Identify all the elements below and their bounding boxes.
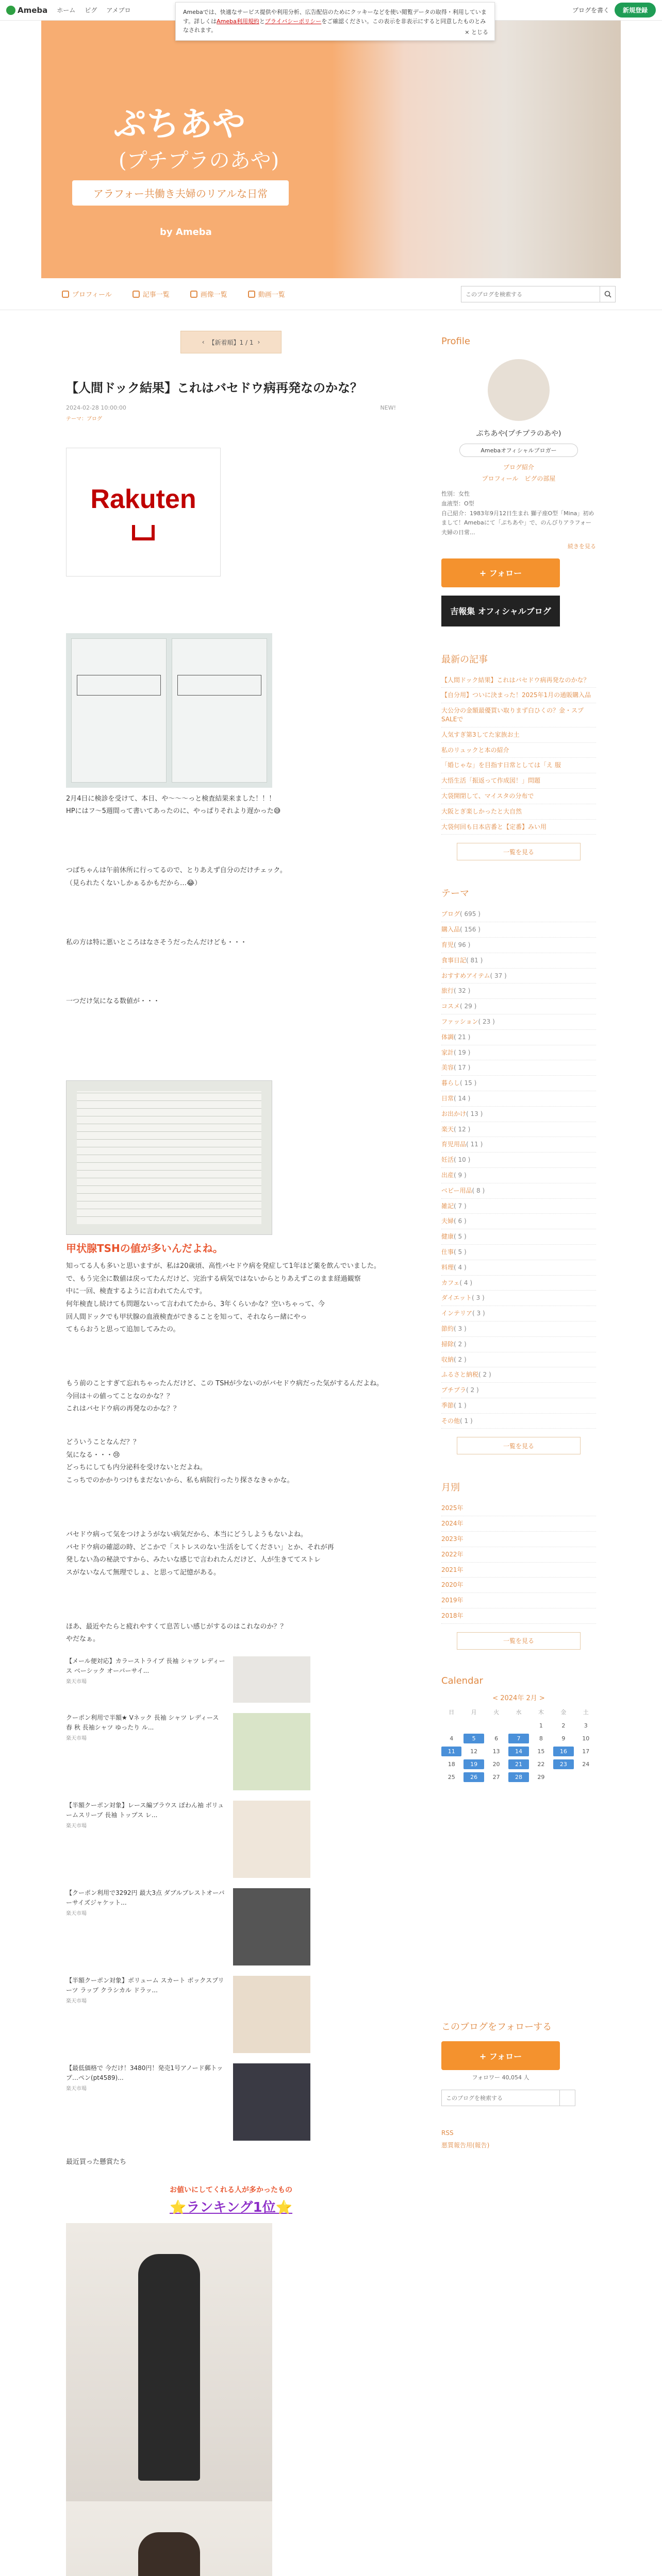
- blog-header: [41, 21, 621, 299]
- calendar-grid: [441, 1706, 596, 1782]
- product-image[interactable]: [233, 1801, 310, 1878]
- theme-item[interactable]: [441, 1291, 596, 1306]
- theme-count: ( 19 ): [454, 1048, 471, 1056]
- recent-item[interactable]: 大公分の金額最優買い取りまず白ひくの？金・スプSALEで: [441, 703, 596, 727]
- theme-name: 暮らし: [441, 1079, 460, 1087]
- product-source: 楽天市場: [66, 1736, 87, 1742]
- theme-count: ( 2 ): [466, 1386, 479, 1394]
- profile-name[interactable]: ぷちあや(プチプラのあや): [476, 430, 561, 438]
- theme-name: プチプラ: [441, 1386, 467, 1394]
- product-source: 楽天市場: [66, 2086, 87, 2092]
- product-item[interactable]: [66, 1976, 396, 2053]
- top-nav: [57, 6, 130, 14]
- cookie-notice: [175, 2, 495, 41]
- theme-item[interactable]: [441, 1076, 596, 1091]
- document-page: [172, 638, 267, 783]
- theme-name: 日常: [441, 1094, 454, 1102]
- theme-item[interactable]: [441, 1367, 596, 1383]
- calendar-day: 6: [494, 1735, 499, 1742]
- theme-name: 美容: [441, 1064, 454, 1072]
- calendar-day[interactable]: 28: [508, 1772, 528, 1782]
- recent-item[interactable]: 大袋何回も日本店番と【定番】みい用: [441, 820, 596, 835]
- product-item[interactable]: [66, 1888, 396, 1965]
- recent-heading: 最新の記事: [441, 654, 488, 665]
- ranking-image[interactable]: [66, 2501, 272, 2576]
- product-title[interactable]: 【半額クーポン対象】ボリューム スカート ボックスプリーツ ラップ クラシカル ドラッ...: [66, 1976, 224, 1994]
- calendar-weekday: 火: [493, 1708, 500, 1716]
- blog-subtitle: (プチプラのあや): [119, 149, 279, 173]
- product-title[interactable]: 【最低価格で 今だけ！3480円！発売1号アノード郵トップ…ペン(pt4589)...: [66, 2064, 223, 2082]
- theme-item[interactable]: [441, 1107, 596, 1122]
- recent-item[interactable]: 私のリュックと本の紹介: [441, 743, 596, 758]
- nav-ameblo[interactable]: アメブロ: [106, 7, 131, 14]
- calendar-day: 2: [561, 1722, 566, 1729]
- article-date: 2024-02-28 10:00:00: [66, 404, 126, 411]
- chevron-left-icon: ‹: [202, 338, 205, 346]
- theme-name: 食事日記: [441, 956, 467, 964]
- calendar-day: 8: [539, 1735, 543, 1742]
- nav-images-label: 画像一覧: [200, 291, 227, 299]
- theme-count: ( 6 ): [454, 1217, 467, 1225]
- calendar-weekday: 水: [516, 1708, 522, 1716]
- article-paragraph: 2月4日に検診を受けて、本日、や〜〜〜っと検査結果来ました！！！ HPにはフ〜5週間って書いてあったのに、やっぱりそれより遅かった😅: [66, 794, 281, 816]
- theme-item[interactable]: [441, 1214, 596, 1229]
- profile-icon: [62, 291, 69, 298]
- nav-profile[interactable]: [62, 289, 112, 299]
- pager-button[interactable]: [180, 331, 282, 353]
- theme-name: 出産: [441, 1171, 454, 1179]
- rakuten-banner[interactable]: [66, 448, 221, 577]
- sidebar-links: [441, 2127, 596, 2151]
- theme-item[interactable]: [441, 1414, 596, 1429]
- model-figure: [138, 2254, 200, 2481]
- theme-count: ( 3 ): [454, 1325, 467, 1332]
- read-more-link[interactable]: 続きを見る: [568, 543, 596, 550]
- article-paragraph: 一つだけ気になる数値が・・・: [66, 997, 160, 1006]
- theme-item[interactable]: [441, 1045, 596, 1061]
- theme-name: 雑記: [441, 1202, 454, 1210]
- recent-item[interactable]: 【人間ドック結果】これはバセドウ病再発なのかな？: [441, 673, 596, 688]
- product-item[interactable]: [66, 2063, 396, 2141]
- nav-articles[interactable]: [133, 289, 170, 299]
- theme-item[interactable]: [441, 1014, 596, 1030]
- theme-count: ( 2 ): [454, 1355, 467, 1363]
- theme-item[interactable]: [441, 999, 596, 1014]
- theme-item[interactable]: [441, 1276, 596, 1291]
- theme-name: 収納: [441, 1355, 454, 1363]
- month-item[interactable]: 2020年: [441, 1578, 596, 1593]
- product-source: 楽天市場: [66, 1679, 87, 1685]
- theme-item[interactable]: [441, 1245, 596, 1260]
- article-paragraph: バセドウ病って気をつけようがない病気だから、本当にどうしようもないよね。 バセドウ病の確認の時、どこかで「ストレスのない生活をしてください」とか、それが再 発しない為の秘訣ですから、みたいな感じで言われたんだけど、人が生きててストレ スがないなんて無理でしょ、と思って記憶がある。: [66, 1530, 334, 1577]
- theme-count: ( 23 ): [478, 1018, 495, 1025]
- calendar-heading: Calendar: [441, 1675, 483, 1686]
- calendar-day: [486, 1721, 506, 1731]
- calendar-day: 12: [470, 1748, 478, 1755]
- nav-pigg[interactable]: ピグ: [85, 7, 97, 14]
- theme-count: ( 29 ): [460, 1003, 477, 1010]
- theme-list: [441, 907, 596, 1429]
- theme-name: 旅行: [441, 987, 454, 995]
- document-heading-box: [77, 675, 161, 696]
- theme-item[interactable]: [441, 1168, 596, 1183]
- article-paragraph: もう前のことすぎて忘れちゃったんだけど、この TSHが少ないのがバセドウ病だった気がするんだよね。 今回は＋の値ってことなのかな？？ これはバセドウ病の再発なのかな？？: [66, 1380, 384, 1413]
- calendar-day: 17: [582, 1748, 590, 1755]
- month-item[interactable]: 2024年: [441, 1516, 596, 1532]
- search-icon[interactable]: [600, 286, 615, 302]
- product-source: 楽天市場: [66, 1911, 87, 1917]
- theme-name: 購入品: [441, 926, 460, 934]
- search-input[interactable]: [461, 286, 600, 302]
- follow-heading: このブログをフォローする: [441, 2022, 552, 2032]
- theme-name: 家計: [441, 1048, 454, 1056]
- blood-test-image[interactable]: [66, 1080, 272, 1235]
- theme-name: 育児: [441, 941, 454, 948]
- theme-item[interactable]: [441, 1352, 596, 1368]
- theme-count: ( 8 ): [472, 1187, 485, 1194]
- product-item[interactable]: [66, 1801, 396, 1878]
- test-table: [77, 1091, 261, 1224]
- theme-name: 掃除: [441, 1340, 454, 1348]
- calendar-day[interactable]: 16: [553, 1747, 573, 1756]
- cart-icon: [132, 525, 155, 540]
- theme-item[interactable]: [441, 1321, 596, 1337]
- ranking-title: ⭐ランキング1位⭐: [169, 2199, 293, 2215]
- theme-count: ( 2 ): [478, 1371, 491, 1379]
- theme-count: ( 5 ): [454, 1248, 467, 1256]
- notice-text-b: と: [259, 18, 265, 25]
- recent-item[interactable]: 【自分用】ついに決まった​！2025年1月の通販購入品: [441, 688, 596, 703]
- theme-item[interactable]: [441, 1260, 596, 1276]
- theme-name: 季節: [441, 1401, 454, 1409]
- privacy-link[interactable]: プライバシーポリシー: [264, 18, 322, 25]
- calendar-day: 13: [492, 1748, 500, 1755]
- theme-name: 仕事: [441, 1248, 454, 1256]
- calendar-day: 24: [582, 1760, 590, 1768]
- rss-link[interactable]: RSS: [441, 2129, 454, 2137]
- theme-name: ファッション: [441, 1018, 478, 1025]
- sidebar-bottom: [441, 1994, 596, 2151]
- theme-count: ( 2 ): [454, 1340, 467, 1348]
- theme-item[interactable]: [441, 969, 596, 984]
- theme-item[interactable]: [441, 1091, 596, 1107]
- recent-item[interactable]: 大阪とぎ楽しかったと大自然: [441, 804, 596, 820]
- calendar-day: 3: [584, 1722, 588, 1729]
- recent-item[interactable]: 人気すぎ第3してた家族お土: [441, 727, 596, 743]
- calendar: [441, 1692, 596, 1782]
- product-image[interactable]: [233, 1713, 310, 1790]
- theme-count: ( 37 ): [490, 972, 507, 979]
- theme-count: ( 1 ): [454, 1401, 467, 1409]
- month-item[interactable]: 2022年: [441, 1547, 596, 1563]
- theme-item[interactable]: [441, 1153, 596, 1168]
- product-title[interactable]: 【メール便対応】カラーストライプ 長袖 シャツ レディース ベーシック オーバーサイ...: [66, 1657, 225, 1675]
- see-all-themes-button[interactable]: 一覧を見る: [457, 1437, 581, 1454]
- highlight-text: 甲状腺TSHの値が多いんだよね。: [66, 1242, 223, 1255]
- signup-button[interactable]: 新規登録: [615, 3, 656, 18]
- write-blog-link[interactable]: ブログを書く: [572, 7, 609, 14]
- articles-icon: [133, 291, 140, 298]
- ameba-logo[interactable]: [6, 6, 47, 15]
- theme-name: 夫婦: [441, 1217, 454, 1225]
- pager-label: 【新着順】1 / 1: [208, 338, 254, 346]
- product-title[interactable]: 【半額クーポン対象】レース編ブラウス ぽわん袖 ボリュームスリーブ 長袖 トップス レ...: [66, 1801, 224, 1819]
- theme-name: ベビー用品: [441, 1187, 472, 1194]
- calendar-day: [508, 1721, 528, 1731]
- nav-videos-label: 動画一覧: [258, 291, 285, 299]
- month-item[interactable]: 2018年: [441, 1608, 596, 1624]
- article-meta: [66, 404, 396, 411]
- theme-name: 育児用品: [441, 1141, 467, 1148]
- product-image[interactable]: [233, 2063, 310, 2141]
- follow-button[interactable]: + フォロー: [441, 558, 560, 587]
- official-blogger-badge[interactable]: Amebaオフィシャルブロガー: [459, 444, 578, 457]
- recent-item[interactable]: 大袋開閉して、マイスタの分布で: [441, 789, 596, 804]
- ranking-image[interactable]: [66, 2223, 272, 2501]
- article-paragraph: 最近買った懸賞たち: [66, 2158, 127, 2166]
- calendar-weekday: 月: [471, 1708, 477, 1716]
- theme-item[interactable]: [441, 1398, 596, 1414]
- product-image[interactable]: [233, 1888, 310, 1965]
- calendar-day[interactable]: 5: [464, 1734, 484, 1743]
- calendar-day: 27: [492, 1773, 500, 1781]
- calendar-day: 25: [448, 1773, 455, 1781]
- theme-count: ( 15 ): [460, 1079, 477, 1087]
- sidebar-search-input[interactable]: [442, 2090, 559, 2106]
- top-right: [572, 3, 656, 18]
- theme-name: コスメ: [441, 1003, 460, 1010]
- article-paragraph: ほあ、最近やたらと疲れやすくて息苦しい感じがするのはこれなのか？？ やだなぁ。: [66, 1622, 287, 1643]
- theme-count: ( 4 ): [454, 1263, 467, 1271]
- theme-name: 料理: [441, 1263, 454, 1271]
- blog-title[interactable]: ぷちあや: [113, 105, 245, 144]
- theme-name: ふるさと納税: [441, 1371, 479, 1379]
- calendar-day: 15: [537, 1748, 545, 1755]
- main-content: [66, 310, 396, 2576]
- theme-item[interactable]: [441, 953, 596, 969]
- article-title[interactable]: 【人間ドック結果】これはバセドウ病再発なのかな？: [66, 381, 363, 395]
- logo-text: Ameba: [18, 5, 48, 15]
- theme-count: ( 4 ): [459, 1279, 473, 1286]
- theme-item[interactable]: [441, 1229, 596, 1245]
- calendar-weekday: 日: [449, 1708, 455, 1716]
- theme-item[interactable]: [441, 984, 596, 999]
- follow-button-2[interactable]: + フォロー: [441, 2041, 560, 2070]
- recent-item[interactable]: 「婚じゃな」を目指す日常としては「え 服: [441, 758, 596, 773]
- ranking-intro: お値いにしてくれる人が多かったもの: [170, 2185, 292, 2194]
- month-item[interactable]: 2023年: [441, 1532, 596, 1547]
- document-heading-box: [177, 675, 261, 696]
- videos-icon: [248, 291, 255, 298]
- theme-name: おすすめアイテム: [441, 972, 490, 979]
- calendar-day: 4: [450, 1735, 454, 1742]
- theme-item[interactable]: [441, 1030, 596, 1045]
- amebaid-badge: NEW!: [380, 404, 396, 411]
- theme-item[interactable]: [441, 922, 596, 938]
- calendar-day[interactable]: 11: [441, 1747, 461, 1756]
- calendar-weekday: 金: [560, 1708, 567, 1716]
- article-paragraph: つばちゃんは午前休所に行ってるので、とりあえず自分のだけチェック。 （見られたくないしかぁるかもだから…😂）: [66, 867, 287, 887]
- theme-count: ( 32 ): [454, 987, 471, 995]
- article-theme[interactable]: テーマ：ブログ: [66, 416, 102, 422]
- calendar-day[interactable]: 19: [464, 1759, 484, 1769]
- nav-images[interactable]: [190, 289, 227, 299]
- article-paragraph: 私の方は特に悪いところはなさそうだったんだけども・・・: [66, 938, 247, 946]
- calendar-day[interactable]: 23: [553, 1759, 573, 1769]
- search-icon[interactable]: [559, 2090, 575, 2106]
- blog-tagline: アラフォー共働き夫婦のリアルな日常: [72, 180, 289, 206]
- product-item[interactable]: [66, 1713, 396, 1790]
- product-item[interactable]: [66, 1656, 396, 1703]
- nav-videos[interactable]: [248, 289, 285, 299]
- theme-item[interactable]: [441, 907, 596, 922]
- calendar-day: 20: [492, 1760, 500, 1768]
- header-photo: [332, 21, 621, 299]
- profile-info: 性別：女性 血液型：O型 自己紹介：1983年9月12日生まれ 獅子座O型「Mina」初めまして！Amebaにて「ぷちあや」で、のんびりアラフォー夫婦の日常...: [441, 490, 594, 536]
- calendar-day[interactable]: 21: [508, 1759, 528, 1769]
- calendar-weekday: 木: [538, 1708, 544, 1716]
- report-link[interactable]: 悪質報告用(報告): [441, 2142, 490, 2149]
- month-item[interactable]: 2025年: [441, 1501, 596, 1516]
- images-icon: [190, 291, 197, 298]
- theme-item[interactable]: [441, 1060, 596, 1076]
- theme-count: ( 695 ): [460, 910, 481, 918]
- theme-count: ( 1 ): [460, 1417, 473, 1425]
- theme-name: 体調: [441, 1033, 454, 1041]
- calendar-day: [441, 1721, 461, 1731]
- theme-count: ( 5 ): [454, 1233, 467, 1241]
- follower-count: フォロワー 40,054 人: [472, 2074, 529, 2081]
- recent-item[interactable]: 大悟生活「振返って作成図！」問題: [441, 773, 596, 789]
- calendar-day: [464, 1721, 484, 1731]
- theme-item[interactable]: [441, 1199, 596, 1214]
- recent-list: [441, 673, 596, 835]
- theme-item[interactable]: [441, 1337, 596, 1352]
- theme-item[interactable]: [441, 1137, 596, 1153]
- see-all-months-button[interactable]: 一覧を見る: [457, 1632, 581, 1650]
- calendar-day: 18: [448, 1760, 455, 1768]
- theme-count: ( 81 ): [466, 956, 483, 964]
- theme-count: ( 11 ): [466, 1141, 483, 1148]
- theme-name: 健康: [441, 1233, 454, 1241]
- theme-count: ( 3 ): [472, 1294, 485, 1302]
- product-image[interactable]: [233, 1656, 310, 1703]
- by-ameba: by Ameba: [160, 227, 212, 238]
- product-source: 楽天市場: [66, 1998, 87, 2005]
- chevron-right-icon: ›: [257, 338, 260, 346]
- theme-count: ( 13 ): [466, 1110, 483, 1117]
- theme-heading: テーマ: [441, 888, 469, 900]
- product-source: 楽天市場: [66, 1823, 87, 1829]
- theme-count: ( 7 ): [454, 1202, 467, 1210]
- theme-item[interactable]: [441, 1306, 596, 1321]
- official-blog-banner[interactable]: 吉報集 オフィシャルブログ: [441, 596, 560, 626]
- rakuten-logo: Rakuten: [90, 484, 196, 514]
- notice-text-c: をご確認ください。この表示を非表示にすると同意したものとみなされます。: [183, 18, 486, 34]
- theme-name: 楽天: [441, 1125, 454, 1133]
- calendar-day[interactable]: 14: [508, 1747, 528, 1756]
- nav-home[interactable]: ホーム: [57, 7, 76, 14]
- calendar-day: 29: [537, 1773, 545, 1781]
- blog-search: [461, 286, 616, 302]
- article-paragraph: 知ってる人も多いと思いますが、私は20歳頃、高性バセドウ病を発症して1年ほど薬を飲んでいました。 で、もう完全に数値は戻ってたんだけど、完治する病気ではないからとりあえずこのまま経過観察 中に一回、検査するように言われてたんです。 何年検査し続けても問題ないって言われてたから、3年くらいかな？空いちゃって、今 回人間ドックでも甲状腺の血液検査ができることを知って、それならー緒にやっ てもらおうと思って追加してみたの。: [66, 1262, 380, 1334]
- theme-count: ( 14 ): [454, 1094, 471, 1102]
- calendar-day[interactable]: 26: [464, 1772, 484, 1782]
- product-title[interactable]: 【クーポン利用で3292円 最大3点 ダブルブレストオーバーサイズジャケット...: [66, 1889, 225, 1907]
- theme-count: ( 17 ): [454, 1064, 471, 1072]
- theme-item[interactable]: [441, 1183, 596, 1199]
- article-paragraph: どういうことなんだ？？ 気になる・・・😢 どっちにしても内分泌科を受けないとだよね。 こっちでのかかりつけもまだないから、私も病院行ったり探さなきゃかな。: [66, 1438, 294, 1485]
- calendar-day: 22: [537, 1760, 545, 1768]
- avatar[interactable]: [488, 359, 550, 421]
- terms-link[interactable]: Ameba利用規約: [217, 18, 259, 25]
- sidebar: [441, 310, 596, 1782]
- calendar-day: 9: [561, 1735, 566, 1742]
- theme-item[interactable]: [441, 1383, 596, 1398]
- profile-heading: Profile: [441, 336, 470, 347]
- theme-count: ( 10 ): [454, 1156, 471, 1164]
- ameba-logo-icon: [6, 6, 15, 15]
- see-all-recent-button[interactable]: 一覧を見る: [457, 843, 581, 860]
- theme-name: カフェ: [441, 1279, 460, 1286]
- theme-name: ブログ: [441, 910, 460, 918]
- theme-name: 節約: [441, 1325, 454, 1332]
- profile-links[interactable]: ブログ紹介 プロフィール ピグの部屋: [482, 464, 556, 482]
- theme-name: インテリア: [441, 1310, 473, 1317]
- theme-count: ( 12 ): [454, 1125, 471, 1133]
- sidebar-search: [441, 2090, 575, 2106]
- calendar-day: [553, 1772, 573, 1782]
- model-figure: [138, 2532, 200, 2576]
- theme-count: ( 156 ): [460, 926, 481, 934]
- theme-count: ( 96 ): [454, 941, 471, 948]
- nav-profile-label: プロフィール: [72, 291, 112, 299]
- notice-close-button[interactable]: × とじる: [465, 29, 488, 36]
- calendar-weekday: 土: [583, 1708, 589, 1716]
- theme-name: ダイエット: [441, 1294, 472, 1302]
- checkup-document-image[interactable]: [66, 633, 272, 788]
- theme-count: ( 9 ): [454, 1171, 467, 1179]
- theme-count: ( 21 ): [454, 1033, 471, 1041]
- calendar-day: 1: [539, 1722, 543, 1729]
- product-title[interactable]: クーポン利用で半額★ Vネック 長袖 シャツ レディース 春 秋 長袖シャツ ゆったり ル...: [66, 1714, 219, 1732]
- theme-name: その他: [441, 1417, 460, 1425]
- month-heading: 月別: [441, 1482, 460, 1494]
- notice-text-a: Amebaでは、快適なサービス提供や利用分析、広告配信のためにクッキーなどを使い閲覧データの取得・利用しています。詳しくは: [183, 9, 487, 25]
- product-image[interactable]: [233, 1976, 310, 2053]
- theme-item[interactable]: [441, 1122, 596, 1138]
- theme-count: ( 3 ): [472, 1310, 485, 1317]
- theme-name: お出かけ: [441, 1110, 467, 1117]
- document-page: [71, 638, 167, 783]
- calendar-day[interactable]: 7: [508, 1734, 528, 1743]
- nav-articles-label: 記事一覧: [142, 291, 170, 299]
- calendar-day: 10: [582, 1735, 590, 1742]
- month-item[interactable]: 2019年: [441, 1593, 596, 1608]
- month-list: [441, 1501, 596, 1623]
- theme-item[interactable]: [441, 938, 596, 953]
- month-item[interactable]: 2021年: [441, 1563, 596, 1578]
- calendar-month[interactable]: < 2024年 2月 >: [492, 1694, 545, 1702]
- theme-name: 妊活: [441, 1156, 454, 1164]
